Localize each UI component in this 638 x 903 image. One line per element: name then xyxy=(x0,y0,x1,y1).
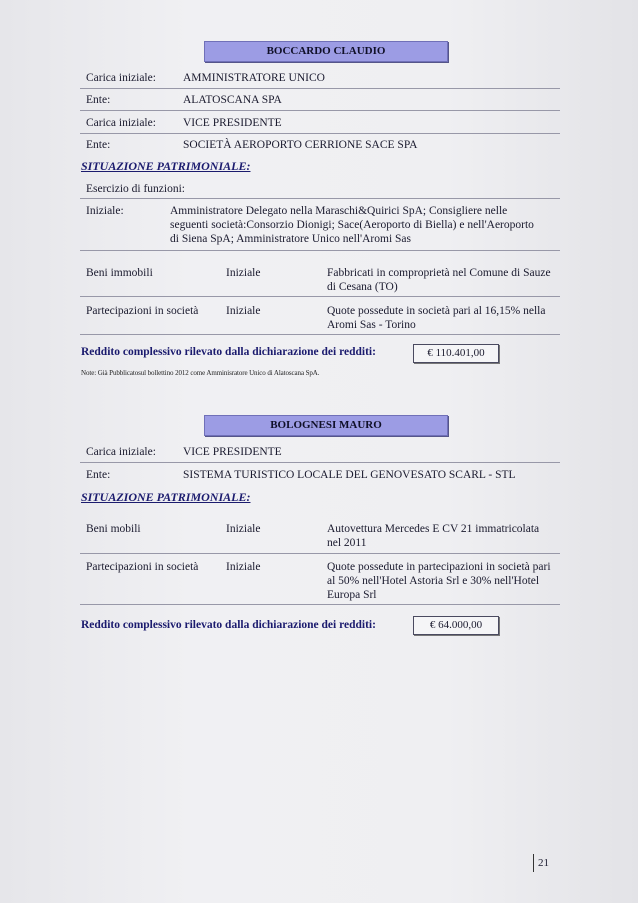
asset-desc-line: Autovettura Mercedes E CV 21 immatricolata xyxy=(327,523,540,535)
income-label: Reddito complessivo rilevato dalla dichiarazione dei redditi: xyxy=(81,346,376,358)
iniziale-text-line: seguenti società:Consorzio Dionigi; Sace(Aeroporto di Biella) e nell'Aeroporto xyxy=(170,219,534,231)
row-divider xyxy=(80,296,560,297)
asset-when: Iniziale xyxy=(226,305,261,317)
ente-label: Ente: xyxy=(86,139,111,151)
asset-desc-line: Aromi Sas - Torino xyxy=(327,319,416,331)
asset-type: Beni immobili xyxy=(86,267,153,279)
income-value: € 110.401,00 xyxy=(413,344,499,363)
situazione-title: SITUAZIONE PATRIMONIALE: xyxy=(81,159,251,173)
income-label: Reddito complessivo rilevato dalla dichiarazione dei redditi: xyxy=(81,619,376,631)
row-divider xyxy=(80,133,560,134)
asset-type: Partecipazioni in società xyxy=(86,305,199,317)
asset-desc-line: Europa Srl xyxy=(327,589,377,601)
situazione-title: SITUAZIONE PATRIMONIALE: xyxy=(81,490,251,504)
person-name-bar: BOCCARDO CLAUDIO xyxy=(204,41,448,62)
carica-value: AMMINISTRATORE UNICO xyxy=(183,72,325,84)
asset-desc-line: Quote possedute in partecipazioni in società pari xyxy=(327,561,551,573)
asset-type: Beni mobili xyxy=(86,523,141,535)
asset-desc-line: nel 2011 xyxy=(327,537,367,549)
ente-label: Ente: xyxy=(86,94,111,106)
row-divider xyxy=(80,88,560,89)
asset-desc-line: al 50% nell'Hotel Astoria Srl e 30% nell'Hotel xyxy=(327,575,540,587)
asset-when: Iniziale xyxy=(226,523,261,535)
asset-desc-line: Quote possedute in società pari al 16,15% nella xyxy=(327,305,546,317)
carica-value: VICE PRESIDENTE xyxy=(183,117,282,129)
iniziale-text-line: di Siena SpA; Amministratore Unico nell'Aromi Sas xyxy=(170,233,411,245)
row-divider xyxy=(80,553,560,554)
asset-when: Iniziale xyxy=(226,561,261,573)
row-divider xyxy=(80,462,560,463)
asset-type: Partecipazioni in società xyxy=(86,561,199,573)
person-name-bar: BOLOGNESI MAURO xyxy=(204,415,448,436)
carica-value: VICE PRESIDENTE xyxy=(183,446,282,458)
esercizio-label: Esercizio di funzioni: xyxy=(86,183,185,195)
ente-value: ALATOSCANA SPA xyxy=(183,94,282,106)
row-divider xyxy=(80,334,560,335)
asset-desc-line: di Cesana (TO) xyxy=(327,281,398,293)
carica-label: Carica iniziale: xyxy=(86,72,156,84)
asset-desc-line: Fabbricati in comproprietà nel Comune di Sauze xyxy=(327,267,551,279)
iniziale-text-line: Amministratore Delegato nella Maraschi&Quirici SpA; Consigliere nelle xyxy=(170,205,508,217)
iniziale-label: Iniziale: xyxy=(86,205,124,217)
carica-label: Carica iniziale: xyxy=(86,117,156,129)
row-divider xyxy=(80,604,560,605)
asset-when: Iniziale xyxy=(226,267,261,279)
note-text: Note: Già Pubblicatosul bollettino 2012 come Amminisratore Unico di Alatoscana SpA. xyxy=(81,369,320,377)
row-divider xyxy=(80,110,560,111)
row-divider xyxy=(80,198,560,199)
ente-value: SISTEMA TURISTICO LOCALE DEL GENOVESATO SCARL - STL xyxy=(183,469,516,481)
ente-value: SOCIETÀ AEROPORTO CERRIONE SACE SPA xyxy=(183,139,418,151)
page-number: 21 xyxy=(538,857,549,869)
income-value: € 64.000,00 xyxy=(413,616,499,635)
page-number-rule xyxy=(533,854,534,872)
row-divider xyxy=(80,250,560,251)
carica-label: Carica iniziale: xyxy=(86,446,156,458)
ente-label: Ente: xyxy=(86,469,111,481)
